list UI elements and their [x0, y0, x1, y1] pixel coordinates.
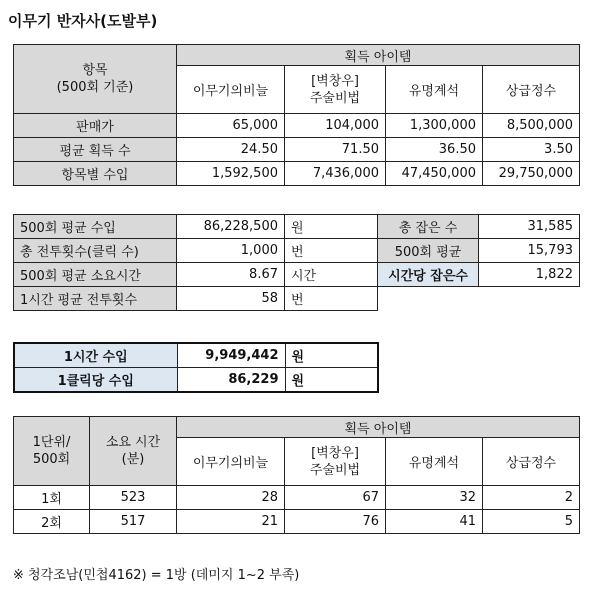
table-row — [14, 114, 580, 138]
page-title: 이무기 반자사(도발부) — [8, 12, 158, 30]
row-label: 2회 — [14, 510, 90, 534]
cell: 28 — [177, 486, 285, 510]
table-row — [14, 287, 378, 311]
item-header-spellbook — [285, 66, 386, 114]
cell: 58 — [177, 287, 285, 311]
item-header-spellbook-line2: 주술비법 — [309, 90, 361, 106]
table-row — [14, 510, 580, 534]
item-header-essence: 상급정수 — [483, 66, 580, 114]
table-row — [14, 239, 378, 263]
cell: 7,436,000 — [285, 162, 386, 186]
header-group: 획득 아이템 — [177, 417, 580, 438]
cell: 24.50 — [177, 138, 285, 162]
cell: 104,000 — [285, 114, 386, 138]
row-label: 1시간 수입 — [14, 343, 177, 368]
unit: 원 — [285, 343, 378, 368]
cell: 1,822 — [479, 263, 580, 287]
cell: 5 — [483, 510, 580, 534]
row-label: 총 잡은 수 — [378, 215, 479, 239]
unit: 원 — [285, 368, 378, 393]
table-row — [14, 263, 378, 287]
cell: 1,000 — [177, 239, 285, 263]
header-item-label: 항목 — [82, 63, 108, 78]
table-row — [14, 162, 580, 186]
header-unit-label: 1단위/ — [32, 435, 71, 450]
row-label: 500회 평균 소요시간 — [14, 263, 177, 287]
cell: 2 — [483, 486, 580, 510]
row-label: 판매가 — [14, 114, 177, 138]
cell: 21 — [177, 510, 285, 534]
header-time-cell — [90, 417, 177, 486]
table-row — [378, 263, 580, 287]
cell: 9,949,442 — [177, 343, 285, 368]
cell: 71.50 — [285, 138, 386, 162]
header-group: 획득 아이템 — [177, 45, 580, 66]
item-header-spellbook-line2: 주술비법 — [309, 462, 361, 478]
table-row — [378, 215, 580, 239]
row-label: 총 전투횟수(클릭 수) — [14, 239, 177, 263]
cell: 41 — [386, 510, 483, 534]
row-label: 평균 획득 수 — [14, 138, 177, 162]
item-header-spellbook — [285, 438, 386, 486]
summary-table — [13, 214, 378, 311]
header-time-label: 소요 시간 — [105, 435, 161, 450]
footnote: ※ 청각조남(민첩4162) = 1방 (데미지 1~2 부족) — [13, 568, 300, 583]
unit: 원 — [285, 215, 378, 239]
cell: 47,450,000 — [386, 162, 483, 186]
cell: 67 — [285, 486, 386, 510]
item-header-scale: 이무기의비늘 — [177, 66, 285, 114]
cell: 8,500,000 — [483, 114, 580, 138]
cell: 76 — [285, 510, 386, 534]
table-row — [14, 215, 378, 239]
item-header-stone: 유명계석 — [386, 438, 483, 486]
unit: 번 — [285, 287, 378, 311]
table-row — [14, 368, 378, 393]
table-row — [14, 138, 580, 162]
header-item-sublabel: (500회 기준) — [56, 80, 134, 95]
cell: 8.67 — [177, 263, 285, 287]
header-unit-cell — [14, 417, 90, 486]
item-header-spellbook-line1: [벽창우] — [311, 73, 359, 89]
unit: 번 — [285, 239, 378, 263]
row-label: 시간당 잡은수 — [378, 263, 479, 287]
cell: 1,592,500 — [177, 162, 285, 186]
item-header-essence: 상급정수 — [483, 438, 580, 486]
header-item-cell — [14, 45, 177, 114]
cell: 32 — [386, 486, 483, 510]
cell: 517 — [90, 510, 177, 534]
cell: 1,300,000 — [386, 114, 483, 138]
table-row — [14, 486, 580, 510]
cell: 86,228,500 — [177, 215, 285, 239]
row-label: 500회 평균 수입 — [14, 215, 177, 239]
cell: 31,585 — [479, 215, 580, 239]
cell: 65,000 — [177, 114, 285, 138]
table-row — [14, 343, 378, 368]
unit: 시간 — [285, 263, 378, 287]
cell: 3.50 — [483, 138, 580, 162]
row-label: 항목별 수입 — [14, 162, 177, 186]
cell: 86,229 — [177, 368, 285, 393]
cell: 29,750,000 — [483, 162, 580, 186]
item-header-spellbook-line1: [벽창우] — [311, 445, 359, 461]
cell: 523 — [90, 486, 177, 510]
header-time-sublabel: (분) — [121, 452, 145, 467]
row-label: 500회 평균 — [378, 239, 479, 263]
header-unit-sublabel: 500회 — [32, 452, 71, 467]
row-label: 1시간 평균 전투횟수 — [14, 287, 177, 311]
item-income-table — [13, 44, 580, 186]
item-header-stone: 유명계석 — [386, 66, 483, 114]
run-detail-table — [13, 416, 580, 534]
item-header-scale: 이무기의비늘 — [177, 438, 285, 486]
catch-count-table — [377, 214, 580, 287]
row-label: 1회 — [14, 486, 90, 510]
cell: 15,793 — [479, 239, 580, 263]
table-row — [378, 239, 580, 263]
hourly-income-table — [13, 342, 379, 393]
row-label: 1클릭당 수입 — [14, 368, 177, 393]
cell: 36.50 — [386, 138, 483, 162]
